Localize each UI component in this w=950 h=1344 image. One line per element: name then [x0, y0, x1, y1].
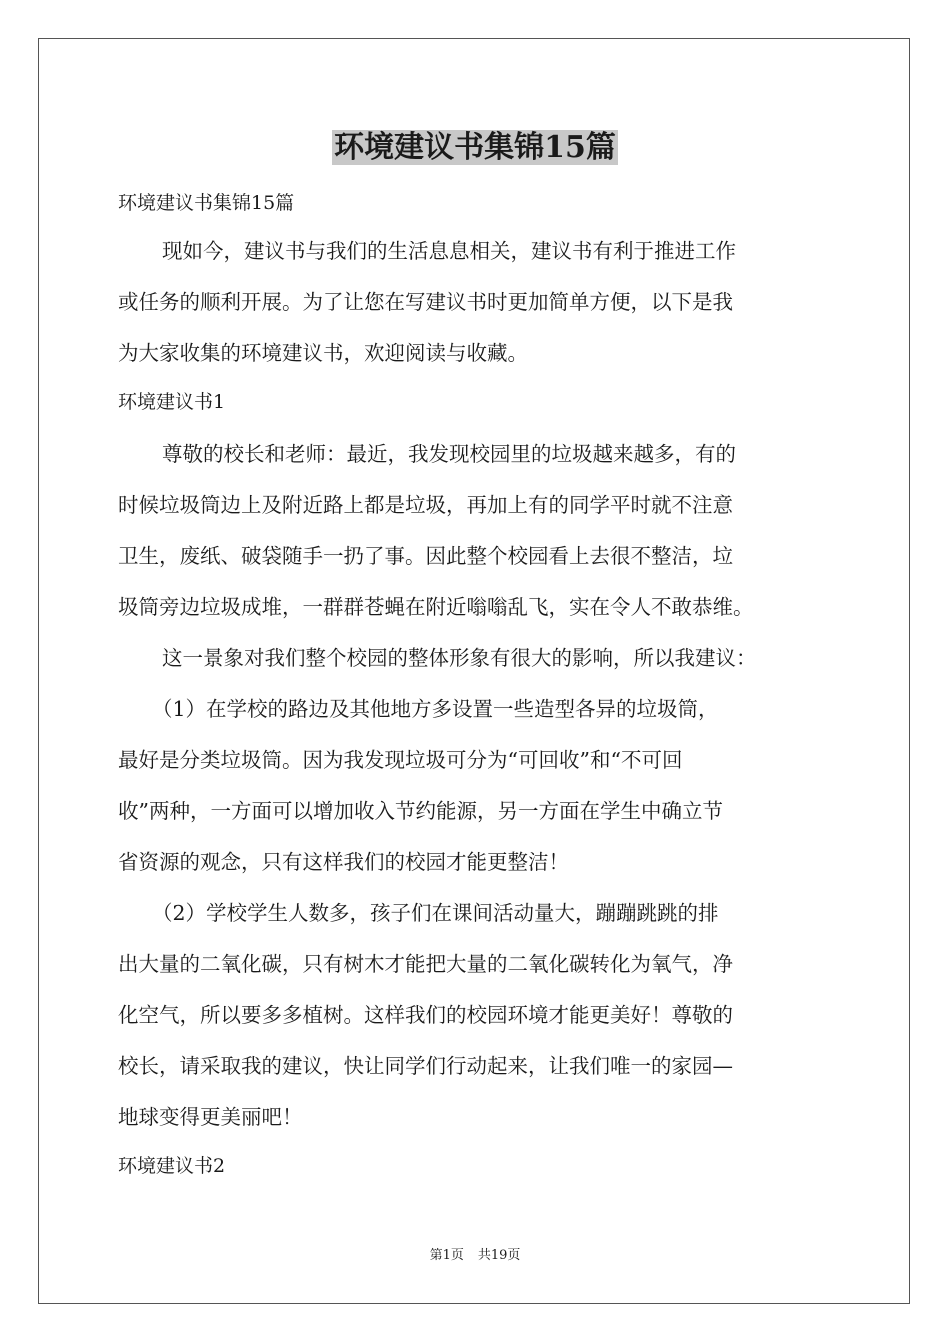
document-title: [0, 128, 950, 168]
intro-paragraph: [118, 226, 834, 379]
paragraph-line: （1）在学校的路边及其他地方多设置一些造型各异的垃圾筒，: [152, 697, 719, 721]
paragraph-line: 出大量的二氧化碳，只有树木才能把大量的二氧化碳转化为氧气，净: [118, 952, 733, 976]
page-number: 第1页: [429, 1248, 464, 1263]
paragraph-line: 收”两种，一方面可以增加收入节约能源，另一方面在学生中确立节: [118, 799, 723, 823]
page-footer: [0, 1246, 950, 1266]
document-body: [118, 180, 834, 1189]
section1-paragraph-3: [118, 684, 834, 888]
paragraph-line: 时候垃圾筒边上及附近路上都是垃圾，再加上有的同学平时就不注意: [118, 493, 733, 517]
intro-line: 为大家收集的环境建议书，欢迎阅读与收藏。: [118, 341, 528, 365]
document-title-text: 环境建议书集锦15篇: [334, 130, 616, 165]
section1-paragraph-4: [118, 888, 834, 1143]
document-subtitle: 环境建议书集锦15篇: [118, 192, 295, 214]
paragraph-line: 尊敬的校长和老师：最近，我发现校园里的垃圾越来越多，有的: [162, 442, 736, 466]
paragraph-line: 省资源的观念，只有这样我们的校园才能更整洁！: [118, 850, 569, 874]
section1-paragraph-1: [118, 429, 834, 633]
section-heading-2: 环境建议书2: [118, 1155, 226, 1177]
paragraph-line: 化空气，所以要多多植树。这样我们的校园环境才能更美好！尊敬的: [118, 1003, 733, 1027]
section1-paragraph-2: [118, 633, 834, 684]
section-heading-1: 环境建议书1: [118, 391, 226, 413]
paragraph-line: 圾筒旁边垃圾成堆，一群群苍蝇在附近嗡嗡乱飞，实在令人不敢恭维。: [118, 595, 754, 619]
intro-line: 或任务的顺利开展。为了让您在写建议书时更加简单方便，以下是我: [118, 290, 733, 314]
paragraph-line: 校长，请采取我的建议，快让同学们行动起来，让我们唯一的家园—: [118, 1054, 733, 1078]
paragraph-line: （2）学校学生人数多，孩子们在课间活动量大，蹦蹦跳跳的排: [152, 901, 719, 925]
intro-line: 现如今，建议书与我们的生活息息相关，建议书有利于推进工作: [162, 239, 736, 263]
page-total: 共19页: [477, 1248, 521, 1263]
paragraph-line: 最好是分类垃圾筒。因为我发现垃圾可分为“可回收”和“不可回: [118, 748, 683, 772]
paragraph-line: 地球变得更美丽吧！: [118, 1105, 303, 1129]
paragraph-line: 这一景象对我们整个校园的整体形象有很大的影响，所以我建议：: [162, 646, 757, 670]
paragraph-line: 卫生，废纸、破袋随手一扔了事。因此整个校园看上去很不整洁，垃: [118, 544, 733, 568]
